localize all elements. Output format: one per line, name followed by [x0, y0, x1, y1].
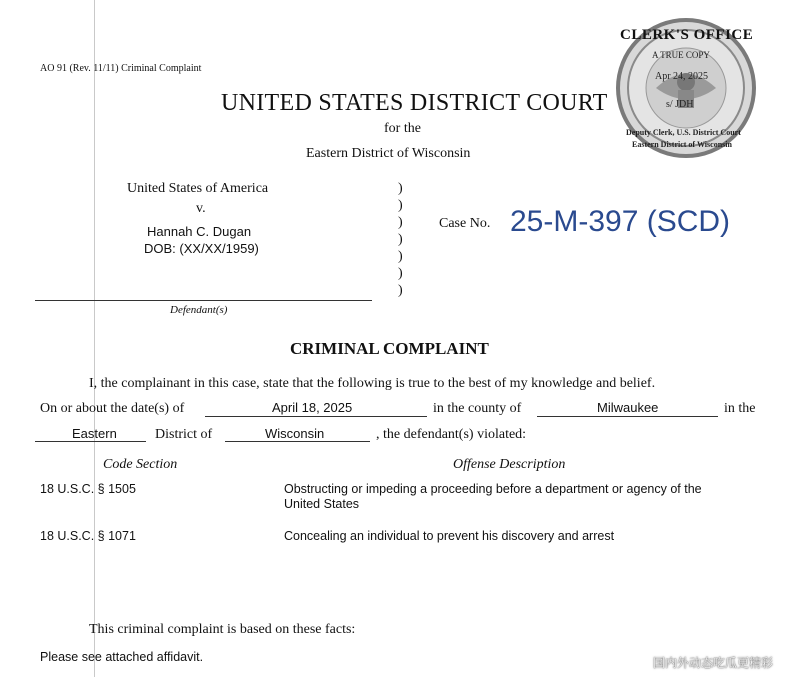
caption-paren: )	[398, 215, 403, 230]
court-district: Eastern District of Wisconsin	[306, 146, 471, 161]
state-field-line	[225, 441, 370, 442]
offense-code: 18 U.S.C. § 1505	[40, 482, 136, 496]
form-id: AO 91 (Rev. 11/11) Criminal Complaint	[40, 63, 202, 74]
page-fold-line	[94, 0, 95, 677]
caption-paren: )	[398, 181, 403, 196]
violated-text: , the defendant(s) violated:	[376, 427, 527, 442]
code-section-header: Code Section	[103, 457, 178, 472]
district-value: Eastern	[72, 426, 117, 441]
court-name: UNITED STATES DISTRICT COURT	[221, 90, 608, 116]
stamp-title: CLERK'S OFFICE	[620, 27, 754, 43]
defendant-label: Defendant(s)	[170, 304, 228, 316]
offense-description-header: Offense Description	[453, 457, 566, 472]
caption-paren: )	[398, 198, 403, 213]
defendant-name: Hannah C. Dugan	[147, 224, 252, 239]
caption-paren: )	[398, 283, 403, 298]
in-the-text: in the	[724, 401, 756, 416]
case-number: 25-M-397 (SCD)	[510, 205, 731, 238]
district-of-text: District of	[155, 427, 213, 442]
date-prefix: On or about the date(s) of	[40, 401, 185, 416]
stamp-date: Apr 24, 2025	[655, 71, 709, 82]
facts-text: Please see attached affidavit.	[40, 650, 204, 664]
date-field-line	[205, 416, 427, 417]
county-value: Milwaukee	[597, 400, 659, 415]
court-for-the: for the	[384, 121, 421, 136]
caption-paren: )	[398, 266, 403, 281]
stamp-district: Eastern District of Wisconsin	[632, 140, 732, 149]
defendant-dob: DOB: (XX/XX/1959)	[144, 241, 259, 256]
stamp-true-copy: A TRUE COPY	[652, 50, 710, 60]
caption-paren: )	[398, 232, 403, 247]
stamp-initials: s/ JDH	[666, 99, 694, 110]
offense-description-cont: United States	[284, 497, 360, 511]
offense-description: Concealing an individual to prevent his discovery and arrest	[284, 529, 615, 543]
plaintiff-name: United States of America	[127, 181, 269, 196]
district-field-line	[35, 441, 146, 442]
case-no-label: Case No.	[439, 216, 491, 231]
caption-paren: )	[398, 249, 403, 264]
defendant-signature-line	[35, 300, 372, 301]
versus: v.	[196, 201, 206, 216]
offense-description: Obstructing or impeding a proceeding before a department or agency of the	[284, 482, 702, 496]
state-value: Wisconsin	[265, 426, 325, 441]
complaint-intro: I, the complainant in this case, state that the following is true to the best of my knowledge and belief.	[89, 376, 656, 391]
offense-code: 18 U.S.C. § 1071	[40, 529, 136, 543]
complaint-heading: CRIMINAL COMPLAINT	[290, 339, 489, 358]
county-prefix: in the county of	[433, 401, 522, 416]
county-field-line	[537, 416, 718, 417]
date-value: April 18, 2025	[272, 400, 353, 415]
watermark-text: 国内外动态吃瓜更精彩	[653, 656, 774, 670]
stamp-deputy-clerk: Deputy Clerk, U.S. District Court	[626, 128, 741, 137]
facts-intro: This criminal complaint is based on these facts:	[89, 622, 356, 637]
